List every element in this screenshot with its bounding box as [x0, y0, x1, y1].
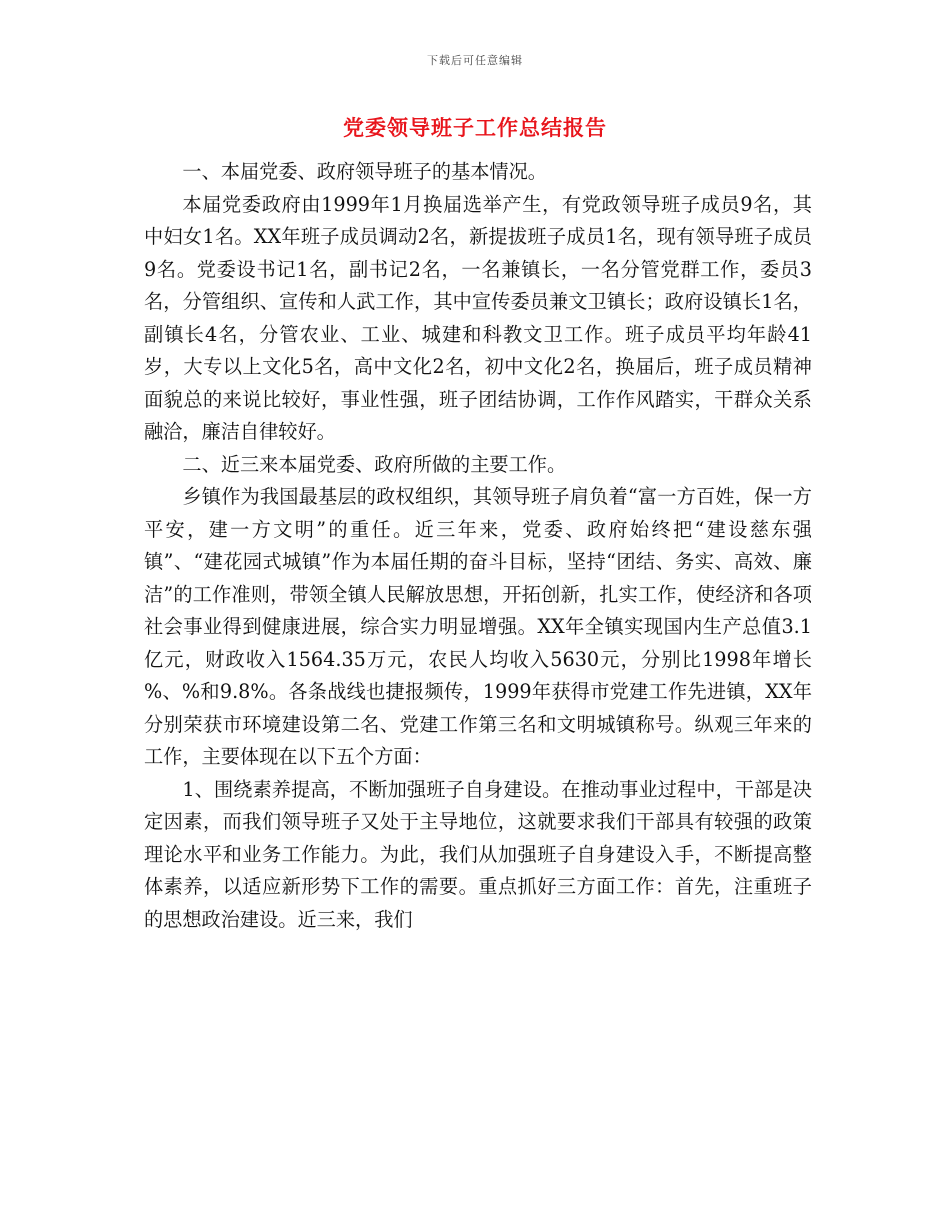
document-body	[144, 156, 812, 936]
header-note: 下载后可任意编辑	[427, 54, 523, 67]
paragraph-team-building: 1、围绕素养提高，不断加强班子自身建设。在推动事业过程中，干部是决定因素，而我们领导班子又处于主导地位，这就要求我们干部具有较强的政策理论水平和业务工作能力。为此，我们从加强班子自身建设入手，不断提高整体素养，以适应新形势下工作的需要。重点抓好三方面工作：首先，注重班子的思想政治建设。近三来，我们	[144, 777, 812, 931]
paragraph-main-work: 乡镇作为我国最基层的政权组织，其领导班子肩负着“富一方百姓，保一方平安，建一方文明”的重任。近三年来，党委、政府始终把“建设慈东强镇”、“建花园式城镇”作为本届任期的奋斗目标，坚持“团结、务实、高效、廉洁”的工作准则，带领全镇人民解放思想，开拓创新，扎实工作，使经济和各项社会事业得到健康进展，综合实力明显增强。XX年全镇实现国内生产总值3.1亿元，财政收入1564.35万元，农民人均收入5630元，分别比1998年增长 %、%和9.8%。各条战线也捷报频传，1999年获得市党建工作先进镇，XX年分别荣获市环境建设第二名、党建工作第三名和文明城镇称号。纵观三年来的工作，主要体现在以下五个方面：	[144, 485, 812, 768]
document-title: 党委领导班子工作总结报告	[343, 115, 607, 140]
section-heading-1: 一、本届党委、政府领导班子的基本情况。	[182, 160, 547, 183]
paragraph-basic-situation: 本届党委政府由1999年1月换届选举产生，有党政领导班子成员9名，其中妇女1名。XX年班子成员调动2名，新提拔班子成员1名，现有领导班子成员9名。党委设书记1名，副书记2名，一名兼镇长，一名分管党群工作，委员3名，分管组织、宣传和人武工作，其中宣传委员兼文卫镇长；政府设镇长1名，副镇长4名，分管农业、工业、城建和科教文卫工作。班子成员平均年龄41岁，大专以上文化5名，高中文化2名，初中文化2名，换届后，班子成员精神面貌总的来说比较好，事业性强，班子团结协调，工作作风踏实，干群众关系融洽，廉洁自律较好。	[144, 192, 812, 443]
section-heading-2: 二、近三来本届党委、政府所做的主要工作。	[182, 452, 567, 476]
